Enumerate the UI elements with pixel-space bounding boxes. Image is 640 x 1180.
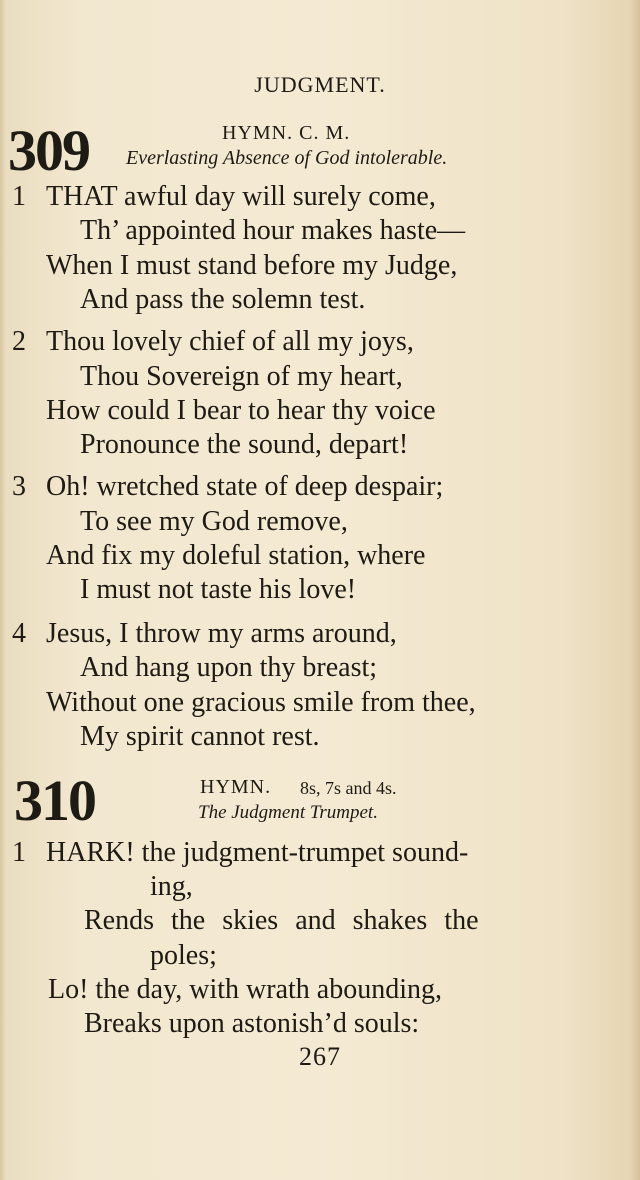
verse-number: 1 (12, 837, 26, 868)
running-head: JUDGMENT. (254, 72, 386, 97)
verse-number: 4 (12, 618, 26, 649)
verse-number: 1 (12, 181, 26, 212)
verse-line: poles; (150, 940, 217, 971)
hymn-subtitle: Everlasting Absence of God intolerable. (126, 147, 448, 169)
verse-line: Without one gracious smile from thee, (46, 687, 476, 718)
verse-line: And fix my doleful station, where (46, 540, 426, 571)
verse-line: Thou Sovereign of my heart, (80, 361, 403, 392)
verse-line: Thou lovely chief of all my joys, (46, 326, 414, 357)
hymn-meter: 8s, 7s and 4s. (300, 778, 397, 798)
verse-line: Oh! wretched state of deep despair; (46, 471, 444, 502)
verse-number: 3 (12, 471, 26, 502)
verse-line: Lo! the day, with wrath abounding, (48, 974, 442, 1005)
verse-line: HARK! the judgment-trumpet sound- (46, 837, 469, 868)
page-number: 267 (299, 1042, 341, 1071)
page-left-edge (0, 0, 6, 1180)
verse-line: I must not taste his love! (80, 574, 357, 605)
verse-line: My spirit cannot rest. (80, 721, 320, 752)
verse-line: Th’ appointed hour makes haste— (80, 215, 466, 246)
verse-line: Pronounce the sound, depart! (80, 429, 409, 460)
hymn-label: HYMN. C. M. (222, 122, 351, 144)
verse-number: 2 (12, 326, 26, 357)
verse-line: When I must stand before my Judge, (46, 250, 458, 281)
verse-line: Rends the skies and shakes the (84, 905, 479, 936)
page-right-edge (630, 0, 640, 1180)
verse-line: To see my God remove, (80, 506, 348, 537)
verse-line: Jesus, I throw my arms around, (46, 618, 397, 649)
verse-line: THAT awful day will surely come, (46, 181, 436, 212)
verse-line: And hang upon thy breast; (80, 652, 378, 683)
hymn-number-310: 310 (14, 768, 95, 833)
verse-line: How could I bear to hear thy voice (46, 395, 436, 426)
verse-line: Breaks upon astonish’d souls: (84, 1008, 420, 1039)
verse-line: ing, (150, 871, 193, 902)
hymn-subtitle: The Judgment Trumpet. (198, 802, 378, 823)
hymn-label: HYMN. (200, 776, 272, 798)
verse-line: And pass the solemn test. (80, 284, 366, 315)
hymn-number-309: 309 (8, 118, 89, 183)
